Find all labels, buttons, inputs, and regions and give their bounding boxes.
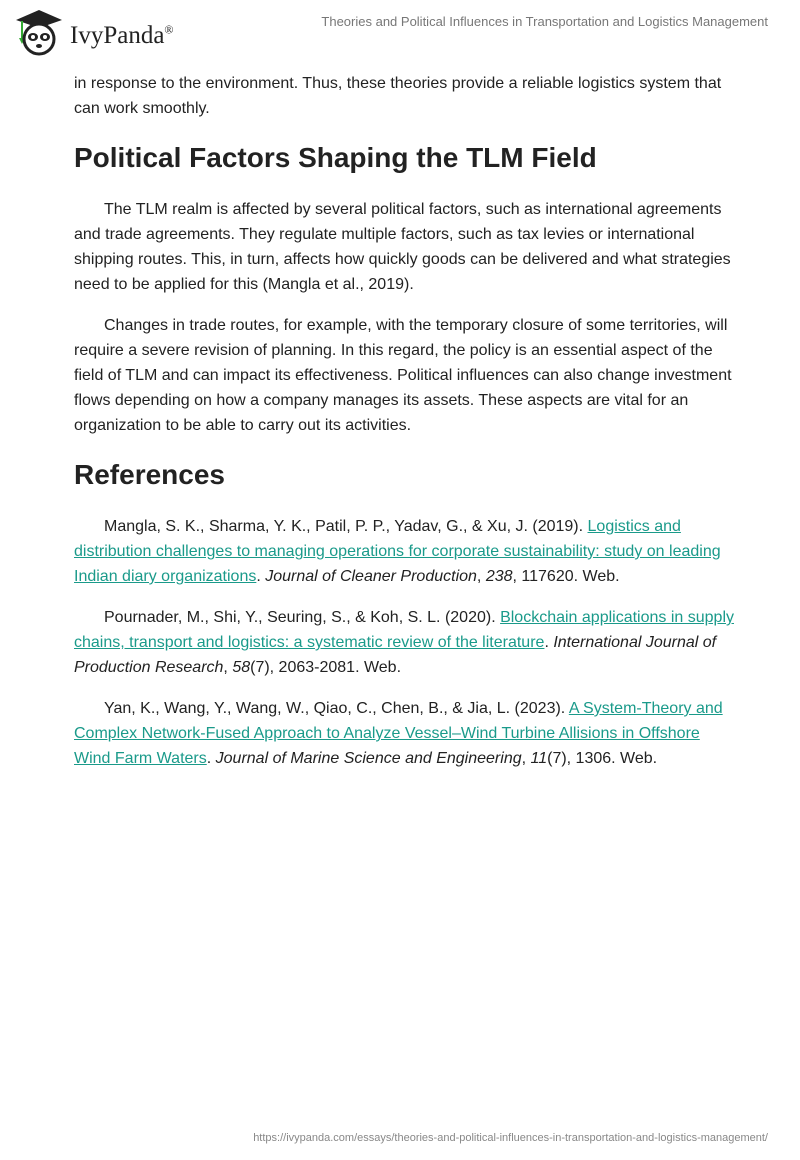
intro-paragraph: in response to the environment. Thus, these theories provide a reliable logistics system that can work smoothly. <box>74 75 722 117</box>
panda-graduate-icon <box>14 8 64 56</box>
paragraph: The TLM realm is affected by several political factors, such as international agreements and trade agreements. They regulate multiple factors, such as tax levies or international shipping routes. This, in turn, affects how quickly goods can be delivered and what strategies need to be applied for this (Mangla et al., 2019). <box>74 201 731 293</box>
reference-link[interactable]: Blockchain applications in supply chains, transport and logistics: a systematic review of the literature <box>74 609 734 651</box>
footer-url: https://ivypanda.com/essays/theories-and-political-influences-in-transportation-and-logistics-management/ <box>253 1132 768 1144</box>
ivypanda-logo[interactable] <box>14 8 174 56</box>
section-heading: Political Factors Shaping the TLM Field <box>74 142 597 173</box>
reference-item: Pournader, M., Shi, Y., Seuring, S., & Koh, S. L. (2020). Blockchain applications in supply chains, transport and logistics: a systematic review of the literature. International Journal of Production Research, 58(7), 2063-2081. Web. <box>74 609 734 676</box>
logo-text: IvyPanda® <box>70 22 174 49</box>
essay-content <box>74 71 734 787</box>
paragraph: Changes in trade routes, for example, with the temporary closure of some territories, will require a severe revision of planning. In this regard, the policy is an essential aspect of the field of TLM and can impact its effectiveness. Political influences can also change investment flows depending on how a company manages its assets. These aspects are vital for an organization to be able to carry out its activities. <box>74 317 732 434</box>
reference-link[interactable]: Logistics and distribution challenges to managing operations for corporate sustainability: study on leading Indian diary organizations <box>74 518 721 585</box>
reference-link[interactable]: A System-Theory and Complex Network-Fused Approach to Analyze Vessel–Wind Turbine Allisions in Offshore Wind Farm Waters <box>74 700 723 767</box>
references-heading: References <box>74 459 225 490</box>
document-title: Theories and Political Influences in Transportation and Logistics Management <box>321 14 768 29</box>
reference-item: Yan, K., Wang, Y., Wang, W., Qiao, C., Chen, B., & Jia, L. (2023). A System-Theory and Complex Network-Fused Approach to Analyze Vessel–Wind Turbine Allisions in Offshore Wind Farm Waters. Journal of Marine Science and Engineering, 11(7), 1306. Web. <box>74 700 723 767</box>
reference-item: Mangla, S. K., Sharma, Y. K., Patil, P. P., Yadav, G., & Xu, J. (2019). Logistics and distribution challenges to managing operations for corporate sustainability: study on leading Indian diary organizations. Journal of Cleaner Production, 238, 117620. Web. <box>74 518 721 585</box>
